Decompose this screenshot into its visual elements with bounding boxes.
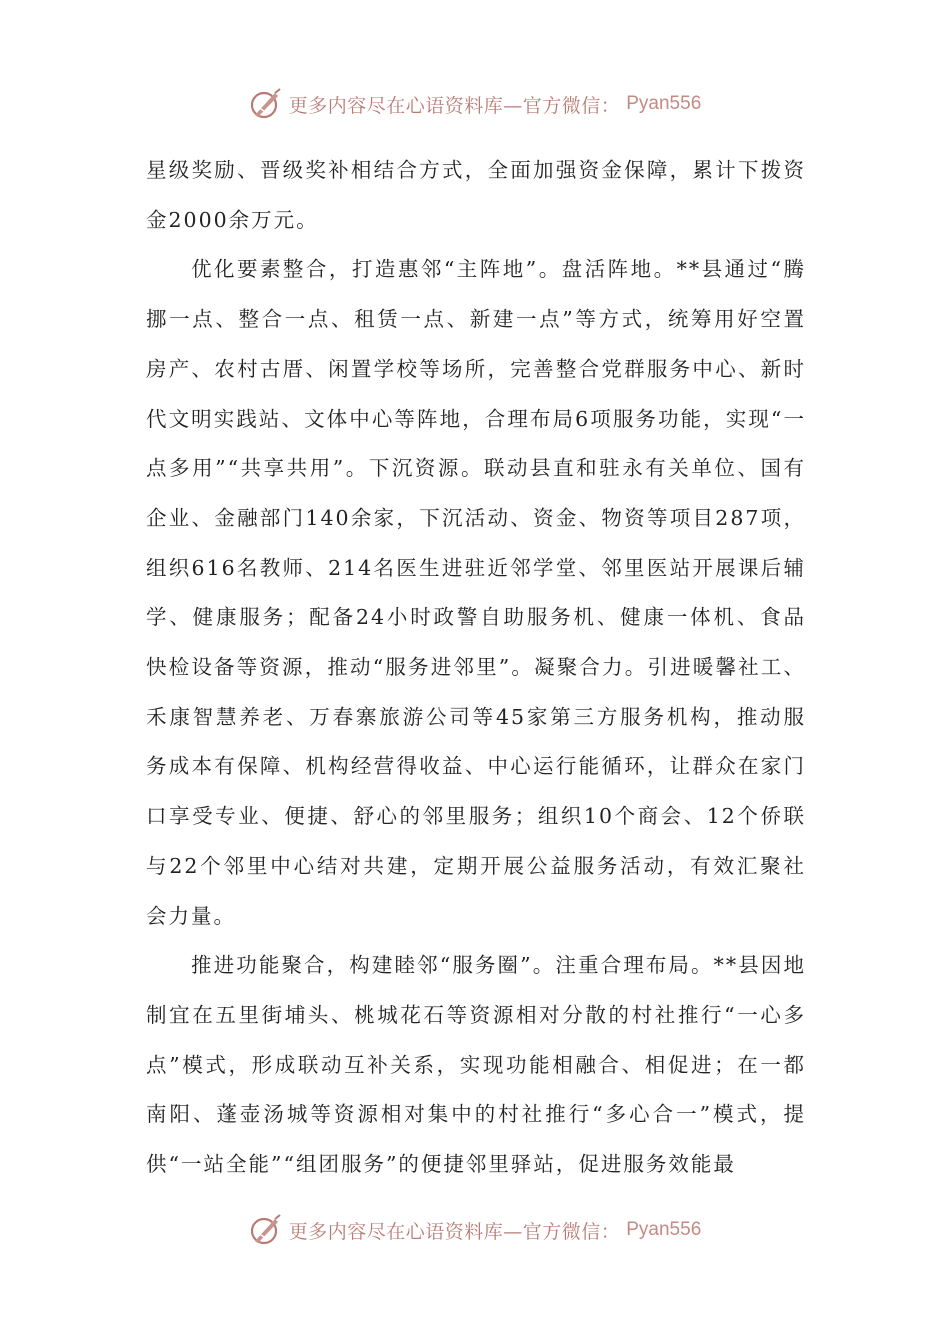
watermark-contact: Pyan556 bbox=[626, 1219, 702, 1240]
quill-logo-icon bbox=[249, 87, 283, 121]
watermark-text: 更多内容尽在心语资料库—官方微信： bbox=[288, 1220, 621, 1243]
paragraph-continued: 星级奖励、晋级奖补相结合方式，全面加强资金保障，累计下拨资金2000余万元。 bbox=[146, 158, 806, 232]
footer-watermark bbox=[0, 1210, 950, 1250]
header-watermark bbox=[0, 84, 950, 124]
watermark-text: 更多内容尽在心语资料库—官方微信： bbox=[288, 94, 621, 117]
watermark-contact: Pyan556 bbox=[626, 93, 702, 114]
document-body bbox=[146, 146, 806, 1190]
paragraph-function-aggregation: 推进功能聚合，构建睦邻“服务圈”。注重合理布局。**县因地制宜在五里街埔头、桃城花石等资源相对分散的村社推行“一心多点”模式，形成联动互补关系，实现功能相融合、相促进；在一都南阳、蓬壶汤城等资源相对集中的村社推行“多心合一”模式，提供“一站全能”“组团服务”的便捷邻里驿站，促进服务效能最 bbox=[146, 953, 806, 1177]
quill-logo-icon bbox=[249, 1213, 283, 1247]
paragraph-resource-integration: 优化要素整合，打造惠邻“主阵地”。盘活阵地。**县通过“腾挪一点、整合一点、租赁一点、新建一点”等方式，统筹用好空置房产、农村古厝、闲置学校等场所，完善整合党群服务中心、新时代文明实践站、文体中心等阵地，合理布局6项服务功能，实现“一点多用”“共享共用”。下沉资源。联动县直和驻永有关单位、国有企业、金融部门140余家，下沉活动、资金、物资等项目287项，组织616名教师、214名医生进驻近邻学堂、邻里医站开展课后辅学、健康服务；配备24小时政警自助服务机、健康一体机、食品快检设备等资源，推动“服务进邻里”。凝聚合力。引进暖馨社工、禾康智慧养老、万春寨旅游公司等45家第三方服务机构，推动服务成本有保障、机构经营得收益、中心运行能循环，让群众在家门口享受专业、便捷、舒心的邻里服务；组织10个商会、12个侨联与22个邻里中心结对共建，定期开展公益服务活动，有效汇聚社会力量。 bbox=[146, 257, 806, 928]
